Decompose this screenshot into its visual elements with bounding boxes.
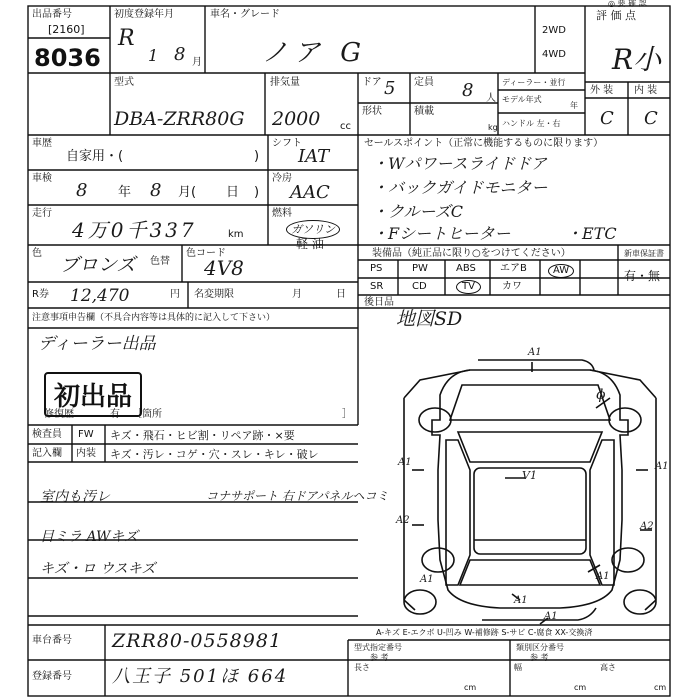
warranty-value: 有・無 (624, 269, 661, 283)
name-change-day: 日 (336, 289, 346, 300)
exterior-value: C (600, 108, 614, 129)
equipment-label: 装備品（純正品に限り○をつけてください） (372, 248, 571, 259)
fuel-value: ガソリン (286, 220, 340, 239)
shift-value: IAT (298, 146, 330, 167)
color-change-label: 色替 (150, 256, 170, 267)
drive-4wd: 4WD (542, 49, 566, 60)
category-label: 類別区分番号 (516, 643, 564, 652)
notes-line-1: ディーラー出品 (38, 334, 156, 354)
width-label: 幅 (514, 663, 522, 672)
ac-value: AAC (290, 182, 330, 203)
aftermarket-label: 後日品 (364, 297, 394, 308)
equip-sr: SR (370, 281, 384, 292)
displacement-value: 2000 (272, 108, 321, 130)
inspection-month-unit: 月( (178, 185, 197, 200)
length-label: 長さ (354, 663, 370, 672)
mileage-label: 走行 (32, 208, 52, 219)
sales-point-3: ・クルーズC (372, 202, 463, 221)
mark-rear-1: A1 (514, 595, 528, 606)
car-name-label: 車名・グレード (210, 9, 280, 20)
mark-windshield: V1 (522, 469, 537, 482)
mark-right-door: A2 (640, 521, 654, 532)
load-unit: kg (488, 123, 498, 132)
equip-ps: PS (370, 263, 383, 274)
repair-value: 有 (110, 409, 120, 420)
sales-point-4: ・Fシートヒーター (372, 224, 511, 243)
ac-label: 冷房 (272, 173, 292, 184)
recycle-unit: 円 (170, 289, 180, 300)
chassis-value: ZRR80-0558981 (112, 630, 283, 652)
inspection-month: 8 (150, 180, 162, 201)
first-reg-month: 8 (174, 44, 186, 65)
model-year-label: モデル年式 (502, 95, 542, 104)
recycle-label: R券 (32, 289, 49, 300)
year-unit: 年 (570, 101, 578, 110)
capacity-label: 定員 (414, 77, 434, 88)
capacity-value: 8 (462, 80, 474, 101)
model-label: 型式 (114, 77, 134, 88)
fuel-label: 燃料 (272, 208, 292, 219)
ref-label-2: 参 考 (530, 653, 549, 662)
lot-number: 8036 (34, 44, 101, 72)
inspector-fw: FW (78, 429, 94, 440)
mileage-value: 4万0千337 (72, 218, 197, 242)
sales-point-2: ・バックガイドモニター (372, 178, 548, 197)
fuel-light: 軽 油 (296, 237, 324, 251)
top-note: ◎ 要 確 認 (608, 0, 647, 8)
first-reg-year: 1 (148, 46, 159, 65)
repair-place: ［箇所 (132, 409, 162, 420)
mark-left-front: A1 (398, 457, 412, 468)
recycle-value: 12,470 (70, 286, 130, 306)
length-cm: cm (464, 683, 477, 692)
mark-front: A1 (528, 347, 542, 358)
shift-label: シフト (272, 138, 302, 149)
inspection-year: 8 (76, 180, 88, 201)
first-listing-stamp: 初出品 (44, 372, 142, 417)
diagram-legend: A-キズ E-エクボ U-凹み W-補修跡 S-サビ C-腐食 XX-交換済 (376, 628, 593, 637)
inspection-close: ) (254, 185, 260, 200)
lot-label: 出品番号 (32, 9, 72, 20)
first-reg-month-unit: 月 (192, 57, 202, 68)
equip-aw: AW (548, 264, 574, 278)
doors-label: ドア (362, 77, 382, 88)
model-value: DBA-ZRR80G (114, 108, 245, 130)
history-label: 車歴 (32, 138, 52, 149)
inspector-interior: 内装 (76, 448, 96, 459)
interior-value: C (644, 108, 658, 129)
sales-points-label: セールスポイント（正常に機能するものに限ります） (364, 138, 604, 149)
type-designation-label: 型式指定番号 (354, 643, 402, 652)
inspection-label: 車検 (32, 173, 52, 184)
mark-right-front: A1 (655, 461, 669, 472)
history-value: 自家用・( (66, 149, 124, 164)
inspector-checks-1: キズ・飛石・ヒビ割・リペア跡・×要 (110, 429, 295, 442)
interior-label: 内 装 (634, 85, 658, 96)
height-label: 高さ (600, 663, 616, 672)
inspection-day-unit: 日 (226, 185, 240, 200)
shape-label: 形状 (362, 106, 382, 117)
wheel-rear-left (422, 548, 454, 572)
equip-abs: ABS (456, 263, 476, 274)
height-cm: cm (654, 683, 667, 692)
windshield (458, 432, 602, 462)
warranty-label: 新車保証書 (624, 249, 664, 258)
drive-2wd: 2WD (542, 25, 566, 36)
wheel-rear-right (612, 548, 644, 572)
mark-front-right: ɸ (596, 387, 606, 403)
plate-value: 八王子 501ほ 664 (112, 666, 289, 687)
name-change-month: 月 (292, 289, 302, 300)
rating-label: 評 価 点 (596, 9, 636, 22)
equip-pw: PW (412, 263, 428, 274)
load-label: 積載 (414, 106, 434, 117)
inspector-label: 検査員 (32, 429, 62, 440)
color-value: ブロンズ (60, 254, 136, 276)
remark-line-2: 目ミラ AWキズ (40, 529, 139, 545)
inspector-checks-2: キズ・汚レ・コゲ・穴・スレ・キレ・破レ (110, 448, 319, 461)
first-reg-label: 初度登録年月 (114, 9, 174, 20)
exterior-label: 外 装 (590, 85, 614, 96)
lot-code: [2160] (48, 23, 85, 36)
doors-value: 5 (384, 78, 396, 99)
displacement-unit: cc (340, 121, 351, 132)
equip-leather: カワ (502, 281, 522, 292)
remark-line-3: キズ・ロ ウスキズ (40, 561, 156, 577)
sales-point-1: ・Wパワースライドドア (372, 154, 547, 173)
mark-rear-3: A1 (544, 611, 558, 622)
remark-line-1: 室内も汚レ (40, 489, 110, 505)
capacity-unit: 人 (486, 93, 496, 104)
width-cm: cm (574, 683, 587, 692)
equip-airbag: エアB (500, 263, 527, 274)
mark-left-door: A2 (396, 515, 410, 526)
writer-label: 記入欄 (32, 448, 62, 459)
inspection-year-unit: 年 (118, 185, 132, 200)
color-code-label: 色コード (186, 248, 226, 259)
first-reg-era: R (118, 26, 135, 51)
name-change-label: 名変期限 (194, 289, 234, 300)
ref-label-1: 参 考 (370, 653, 389, 662)
sales-point-etc: ・ETC (566, 224, 617, 243)
remark-line-1b: コナサポート 右ドアパネルヘコミ (206, 489, 389, 503)
plate-label: 登録番号 (32, 671, 72, 682)
repair-close: ］ (342, 409, 352, 420)
mark-left-rear: A1 (420, 574, 434, 585)
notes-label: 注意事項申告欄（不具合内容等は具体的に記入して下さい） (32, 313, 276, 323)
dealer-label: ディーラー・並行 (502, 78, 566, 87)
displacement-label: 排気量 (270, 77, 300, 88)
mileage-unit: km (228, 229, 244, 240)
color-label: 色 (32, 248, 42, 259)
chassis-label: 車台番号 (32, 635, 72, 646)
aftermarket-value: 地図SD (396, 308, 463, 330)
equip-tv: TV (456, 280, 481, 294)
car-name-value: ノア G (262, 38, 368, 68)
mark-rear-2: A1 (596, 571, 610, 582)
rating-value: R小 (612, 43, 662, 76)
repair-label: 修復歴 (44, 409, 74, 420)
handle-label: ハンドル 左・右 (502, 119, 561, 128)
equip-cd: CD (412, 281, 427, 292)
history-close: ) (254, 149, 260, 164)
color-code-value: 4V8 (204, 256, 244, 280)
